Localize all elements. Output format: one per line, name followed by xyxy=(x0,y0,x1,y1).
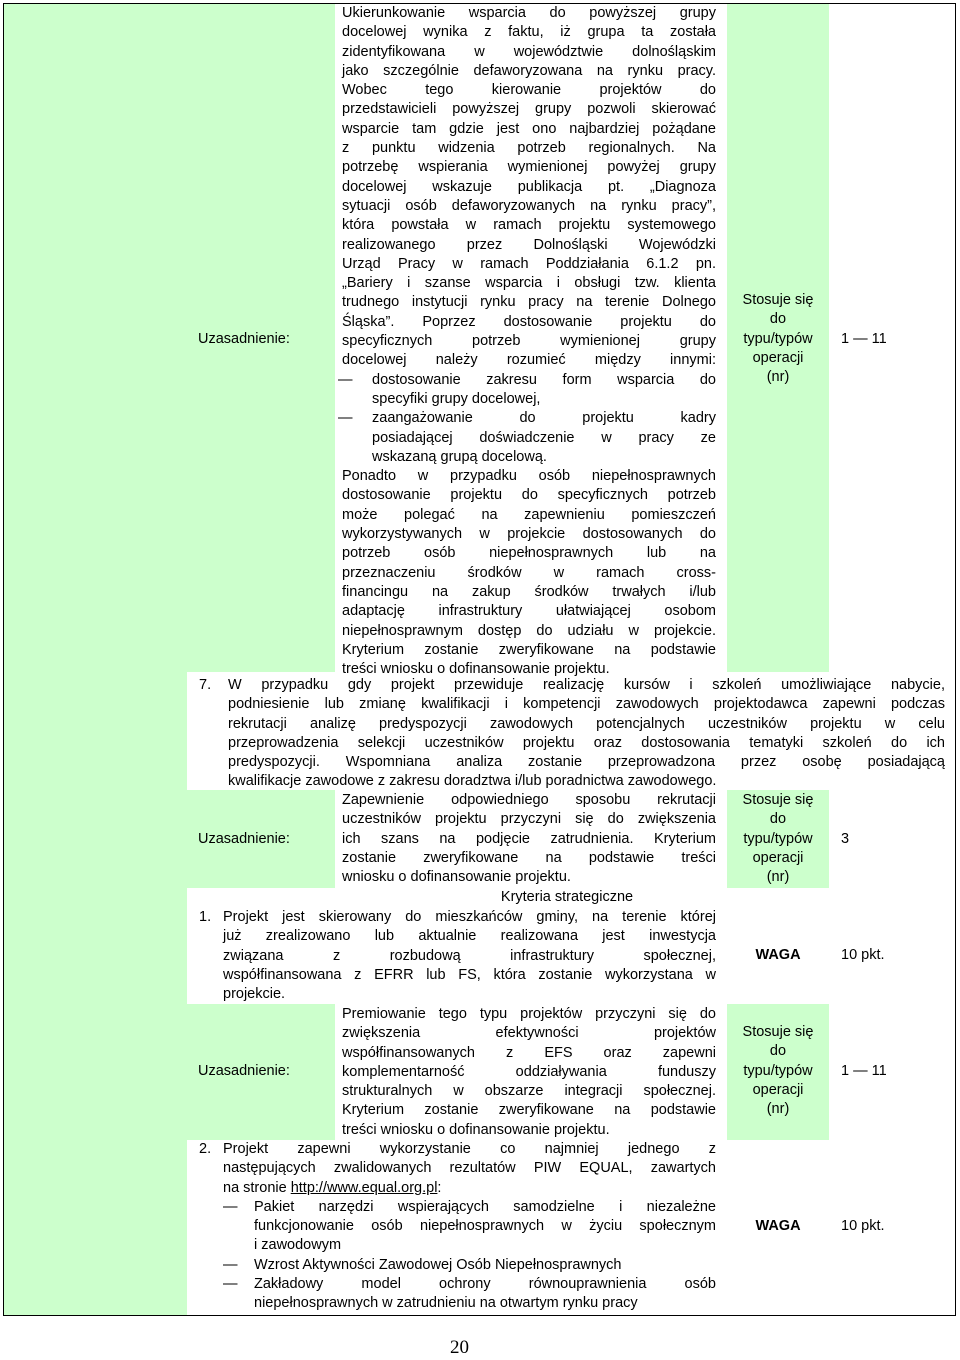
bullet-line: Zakładowy model ochrony równouprawnienia osób xyxy=(254,1276,716,1293)
text-line: podniesienie lub zmianę kwalifikacji i kompetencji zawodowych projektodawca zapewni podczas xyxy=(228,696,945,713)
text-line: współfinansowana z EFRR lub FS, która zostanie wykorzystana w xyxy=(223,966,716,983)
justification-text-3 xyxy=(342,1005,716,1140)
dash-bullet-icon: — xyxy=(223,1276,238,1293)
operation-range-2: 3 xyxy=(841,831,850,847)
criterion-text-7 xyxy=(228,676,945,792)
text-line: rekrutacji analizę predyspozycji zawodowych potencjalnych uczestników projektu w celu xyxy=(228,715,945,732)
left-margin-column xyxy=(4,4,187,1315)
text-line: przeprowadzenia selekcji uczestników projektu oraz dostosowania tematyki szkoleń do ich xyxy=(228,734,945,751)
text-line: jako szczególnie defaworyzowana na rynku pracy. xyxy=(342,62,716,79)
bullet-item xyxy=(223,1275,716,1314)
bullet-line: wskazaną grupą docelową. xyxy=(372,448,547,465)
text-line: wniosku o dofinansowanie projektu. xyxy=(342,869,571,886)
text-line: projekcie. xyxy=(223,986,286,1003)
applies-line: (nr) xyxy=(766,369,790,386)
text-line: potrzeb osób niepełnosprawnych lub na xyxy=(342,545,716,562)
text-line: już zrealizowano lub aktualnie realizowana jest inwestycja xyxy=(223,928,716,945)
bullet-item xyxy=(223,1256,716,1275)
text-line: potrzebę wspierania wymienionej powyżej grupy xyxy=(342,159,716,176)
applies-line: Stosuje się xyxy=(742,1024,814,1040)
text-line: kwalifikacje zawodowe z zakresu doradztwa i/lub poradnictwa zawodowego. xyxy=(228,773,717,790)
text-line: Kryterium zostanie zweryfikowane na podstawie xyxy=(342,641,716,658)
equal-website-link[interactable]: http://www.equal.org.pl xyxy=(290,1179,438,1196)
text-line: z punktu widzenia potrzeb regionalnych. Na xyxy=(342,140,716,157)
justification-paragraph-1b xyxy=(342,467,716,679)
text-line: Premiowanie tego typu projektów przyczyni się do xyxy=(342,1006,716,1022)
justification-text-2 xyxy=(342,791,716,887)
text-line: specyficznych potrzeb wymienionej grupy xyxy=(342,333,716,350)
applies-line: Stosuje się xyxy=(742,292,814,308)
text-line: Ukierunkowanie wsparcia do powyższej grupy xyxy=(342,5,716,21)
bullet-line: Wzrost Aktywności Zawodowej Osób Niepełnosprawnych xyxy=(254,1256,622,1273)
dash-bullet-icon: — xyxy=(223,1198,238,1215)
s2-bullet-list xyxy=(223,1198,716,1314)
dash-bullet-icon: — xyxy=(338,371,353,388)
s2-line-1: Projekt zapewni wykorzystanie co najmniej jednego z xyxy=(223,1141,716,1157)
weight-value-2: 10 pkt. xyxy=(841,1218,885,1234)
text-line: W przypadku gdy projekt przewiduje realizację kursów i szkoleń umożliwiające nabycie, xyxy=(228,677,945,693)
text-line: sytuacji osób defaworyzowanych na rynku pracy”, xyxy=(342,197,716,214)
text-line: treści wniosku o dofinansowanie projektu. xyxy=(342,1121,610,1138)
applies-text-3 xyxy=(727,1023,829,1119)
text-line: przedstawicieli powyższej grupy pozwoli skierować xyxy=(342,101,716,118)
text-line: Projekt jest skierowany do mieszkańców gminy, na terenie której xyxy=(223,909,716,925)
text-line: docelowej wskazuje publikacja pt. „Diagnoza xyxy=(342,178,716,195)
text-line: Wobec tego kierowanie projektów do xyxy=(342,82,716,99)
justification-bullets-1 xyxy=(338,371,716,467)
text-line: dostosowanie projektu do specyficznych potrzeb xyxy=(342,487,716,504)
text-line: predyspozycji. Wspomniana analiza zostanie przeprowadzona przez osobę posiadającą xyxy=(228,754,945,771)
text-line: docelowej wynika z faktu, iż grupa ta została xyxy=(342,24,716,41)
applies-line: operacji xyxy=(752,349,804,366)
text-line: związana z rozbudową infrastruktury społecznej, xyxy=(223,947,716,964)
justification-paragraph-1 xyxy=(342,4,716,371)
text-line: współfinansowanych z EFS oraz zapewni xyxy=(342,1044,716,1061)
applies-line: (nr) xyxy=(766,1101,790,1118)
text-line: ich szans na podjęcie zatrudnienia. Kryterium xyxy=(342,830,716,847)
operation-range-3: 1 — 11 xyxy=(841,1063,887,1079)
text-line: zidentyfikowana w województwie dolnośląskim xyxy=(342,43,716,60)
bullet-line: Pakiet narzędzi wspierających samodzielne i niezależne xyxy=(254,1198,716,1215)
operation-range-1: 1 — 11 xyxy=(841,331,887,347)
text-line: uczestników projektu przyczyni się do zwiększenia xyxy=(342,811,716,828)
applies-line: typu/typów xyxy=(743,1062,813,1079)
bullet-line: specyfiki grupy docelowej, xyxy=(372,390,541,407)
text-line: przeznaczeniu środków w ramach cross- xyxy=(342,564,716,581)
text-line: docelowej należy rozumieć między innymi: xyxy=(342,352,716,369)
text-line: zwiększenia efektywności projektów xyxy=(342,1025,716,1042)
weight-value-1: 10 pkt. xyxy=(841,947,885,963)
applies-line: typu/typów xyxy=(743,830,813,847)
bullet-line: funkcjonowanie osób niepełnosprawnych w życiu społecznym xyxy=(254,1218,716,1235)
text-line: która powstała w ramach projektu systemowego xyxy=(342,217,716,234)
text-line: realizowanego przez Dolnośląski Wojewódzki xyxy=(342,236,716,253)
bullet-item xyxy=(338,371,716,410)
text-line: Ponadto w przypadku osób niepełnosprawnych xyxy=(342,468,716,485)
s2-line-2: następujących zwalidowanych rezultatów PIW EQUAL, zawartych xyxy=(223,1160,716,1177)
applies-line: do xyxy=(769,811,787,828)
text-line: wykorzystywanych w projekcie dostosowanych do xyxy=(342,526,716,543)
applies-line: operacji xyxy=(752,1081,804,1098)
text-line: Śląska”. Poprzez dostosowanie projektu do xyxy=(342,313,716,330)
strategic-criterion-text-1 xyxy=(223,908,716,1004)
text-line: „Bariery i szanse wsparcia i obsługi tzw. klienta xyxy=(342,275,716,292)
strategic-criterion-number-2: 2. xyxy=(199,1141,212,1157)
strategic-criterion-text-2 xyxy=(223,1140,716,1314)
applies-text-2 xyxy=(727,791,829,887)
applies-line: do xyxy=(769,1043,787,1060)
weight-label-2: WAGA xyxy=(755,1218,801,1234)
weight-label-1: WAGA xyxy=(755,947,801,963)
text-line: komplementarność oddziaływania funduszy xyxy=(342,1063,716,1080)
applies-line: typu/typów xyxy=(743,330,813,347)
text-line: strukturalnych w obszarze integracji społecznej. xyxy=(342,1083,716,1100)
justification-label-3: Uzasadnienie: xyxy=(198,1063,290,1079)
text-line: trudnego instytucji rynku pracy na terenie Dolnego xyxy=(342,294,716,311)
dash-bullet-icon: — xyxy=(338,410,353,427)
justification-label-1: Uzasadnienie: xyxy=(198,331,290,347)
bullet-item xyxy=(338,409,716,467)
bullet-line: niepełnosprawnych w zatrudnieniu na otwartym rynku pracy xyxy=(254,1295,638,1312)
text-line: Kryterium zostanie zweryfikowane na podstawie xyxy=(342,1102,716,1119)
text-line: zostanie zweryfikowane na podstawie treści xyxy=(342,849,716,866)
criterion-number-7: 7. xyxy=(199,677,212,693)
text-line: wsparcie tam gdzie jest ono najbardziej pożądane xyxy=(342,120,716,137)
applies-line: operacji xyxy=(752,849,804,866)
text-line: financingu na zakup środków trwałych i/lub xyxy=(342,583,716,600)
applies-line: (nr) xyxy=(766,869,790,886)
text-line: adaptację infrastruktury ułatwiającej osobom xyxy=(342,603,716,620)
s2-line-3 xyxy=(223,1179,716,1198)
s2-line-3-suffix: : xyxy=(437,1179,442,1196)
text-line: Zapewnienie odpowiedniego sposobu rekrutacji xyxy=(342,792,716,808)
dash-bullet-icon: — xyxy=(223,1256,238,1273)
bullet-item xyxy=(223,1198,716,1256)
strategic-criteria-header: Kryteria strategiczne xyxy=(500,889,634,905)
s2-line-3-prefix: na stronie xyxy=(223,1179,291,1196)
page-number: 20 xyxy=(450,1337,469,1358)
text-line: może polegać na zapewnieniu pomieszczeń xyxy=(342,506,716,523)
text-line: treści wniosku o dofinansowanie projektu. xyxy=(342,661,610,678)
bullet-line: i zawodowym xyxy=(254,1237,342,1254)
text-line: niepełnosprawnym dostęp do udziału w projekcie. xyxy=(342,622,716,639)
justification-label-2: Uzasadnienie: xyxy=(198,831,290,847)
bullet-line: posiadającej doświadczenie w pracy ze xyxy=(372,429,716,446)
applies-line: do xyxy=(769,311,787,328)
strategic-criterion-number-1: 1. xyxy=(199,909,212,925)
bullet-line: zaangażowanie do projektu kadry xyxy=(372,410,716,427)
text-line: Urząd Pracy w ramach Poddziałania 6.1.2 pn. xyxy=(342,255,716,272)
applies-line: Stosuje się xyxy=(742,792,814,808)
bullet-line: dostosowanie zakresu form wsparcia do xyxy=(372,371,716,388)
justification-text-1 xyxy=(338,4,716,679)
applies-text-1 xyxy=(727,291,829,387)
